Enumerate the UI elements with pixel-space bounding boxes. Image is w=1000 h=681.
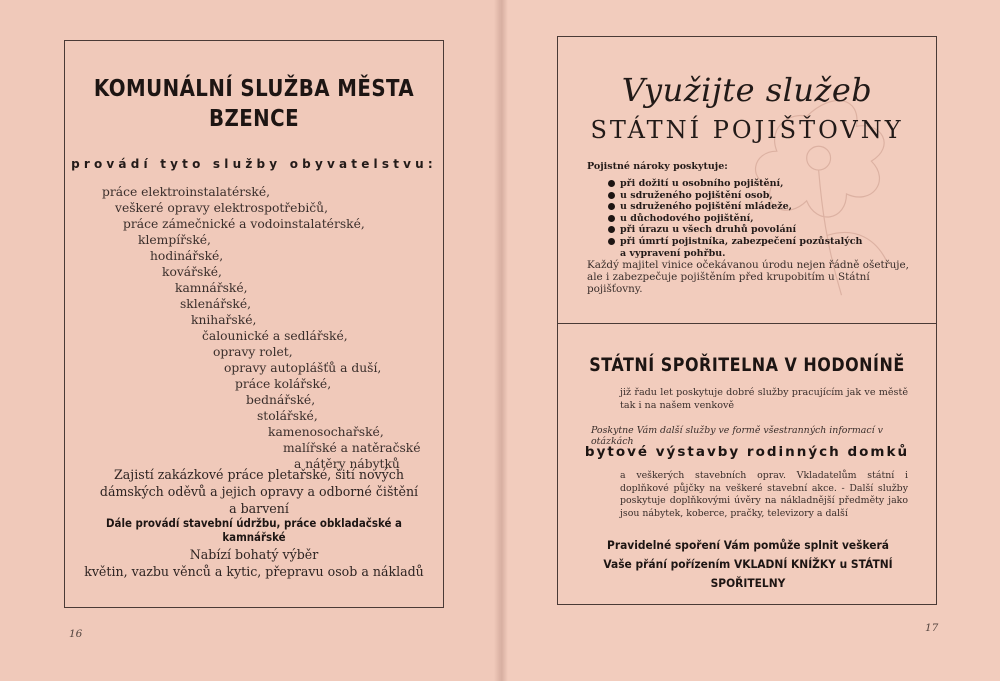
savings-paragraph-2: Poskytne Vám další služby ve formě všestranných informací v otázkách	[591, 425, 883, 447]
bullet-icon	[608, 215, 615, 222]
service-line: práce zámečnické a vodoinstalatérské,	[123, 217, 365, 231]
bullet-icon	[608, 180, 615, 187]
komunalni-sluzba-ad	[64, 40, 444, 608]
insurance-note: Každý majitel vinice očekávanou úrodu nejen řádně ošetřuje, ale i zabezpečuje pojištěním před krupobitím u Státní pojišťovny.	[587, 259, 909, 295]
service-line: veškeré opravy elektrospotřebičů,	[115, 201, 328, 215]
statni-sporitelna-ad	[557, 323, 937, 605]
service-line: sklenářské,	[180, 297, 252, 311]
service-line: hodinářské,	[150, 249, 224, 263]
service-line: opravy autoplášťů a duší,	[224, 361, 382, 375]
ad-paragraph: Zajistí zakázkové práce pletařské, šití nových dámských oděvů a jejich opravy a odborné čištění a barvení	[99, 467, 419, 516]
service-line: práce elektroinstalatérské,	[102, 185, 271, 199]
service-line: a nátěry nábytků	[294, 457, 400, 471]
service-line: klempířské,	[138, 233, 211, 247]
ad-offer-line2: květin, vazbu věnců a kytic, přepravu osob a nákladů	[84, 564, 424, 579]
ad-bold-line: Dále provádí stavební údržbu, práce obkladačské a kamnářské	[106, 516, 402, 544]
list-item: u sdruženého pojištění mládeže,	[620, 201, 862, 213]
page-gutter	[494, 0, 508, 681]
service-line: kamenosochařské,	[268, 425, 384, 439]
service-line: stolářské,	[257, 409, 318, 423]
service-line: bednářské,	[246, 393, 316, 407]
bullet-icon	[608, 203, 615, 210]
bullet-icon	[608, 192, 615, 199]
list-item: u sdruženého pojištění osob,	[620, 190, 862, 202]
service-line: práce kolářské,	[235, 377, 332, 391]
savings-footer: Pravidelné spoření Vám pomůže splnit veškerá Vaše přání pořízením VKLADNÍ KNÍŽKY u STÁTNÍ SPOŘITELNY	[603, 538, 893, 590]
service-line: malířské a natěračské	[283, 441, 421, 455]
page-number-left: 16	[69, 628, 83, 640]
savings-title: STÁTNÍ SPOŘITELNA V HODONÍNĚ	[589, 354, 905, 376]
claims-label: Pojistné nároky poskytuje:	[587, 161, 728, 172]
bullet-icon	[608, 226, 615, 233]
list-item: při úmrtí pojistníka, zabezpečení pozůstalých	[620, 236, 862, 248]
ad-title-line1: KOMUNÁLNÍ SLUŽBA MĚSTA	[93, 76, 415, 102]
insurance-brand: STÁTNÍ POJIŠŤOVNY	[590, 116, 904, 144]
claims-list	[620, 178, 862, 259]
insurance-script-heading: Využijte služeb	[621, 71, 873, 109]
savings-paragraph-3: a veškerých stavebních oprav. Vkladatelům státní i doplňkové půjčky na veškeré stavební akce. - Další služby poskytuje doplňkovými úvěry na nákladnější předměty jako jsou nábytek, koberce, pračky, televizory a další	[620, 470, 908, 519]
service-line: čalounické a sedlářské,	[202, 329, 348, 343]
bullet-icon	[608, 238, 615, 245]
service-line: kovářské,	[162, 265, 222, 279]
list-item: u důchodového pojištění,	[620, 213, 862, 225]
list-item: a vypravení pohřbu.	[620, 247, 726, 259]
ad-intro: provádí tyto služby obyvatelstvu:	[71, 157, 437, 171]
savings-highlight: bytové výstavby rodinných domků	[584, 444, 910, 460]
list-item: při dožití u osobního pojištění,	[620, 178, 862, 190]
page-number-right: 17	[925, 622, 939, 634]
service-line: kamnářské,	[175, 281, 248, 295]
service-line: knihařské,	[191, 313, 257, 327]
ad-offer-line1: Nabízí bohatý výběr	[189, 547, 319, 562]
statni-pojistovna-ad	[557, 36, 937, 324]
service-line: opravy rolet,	[213, 345, 293, 359]
list-item: při úrazu u všech druhů povolání	[620, 224, 862, 236]
ad-title-line2: BZENCE	[208, 106, 300, 132]
savings-paragraph-1: již řadu let poskytuje dobré služby pracujícím jak ve městě tak i na našem venkově	[620, 387, 908, 411]
